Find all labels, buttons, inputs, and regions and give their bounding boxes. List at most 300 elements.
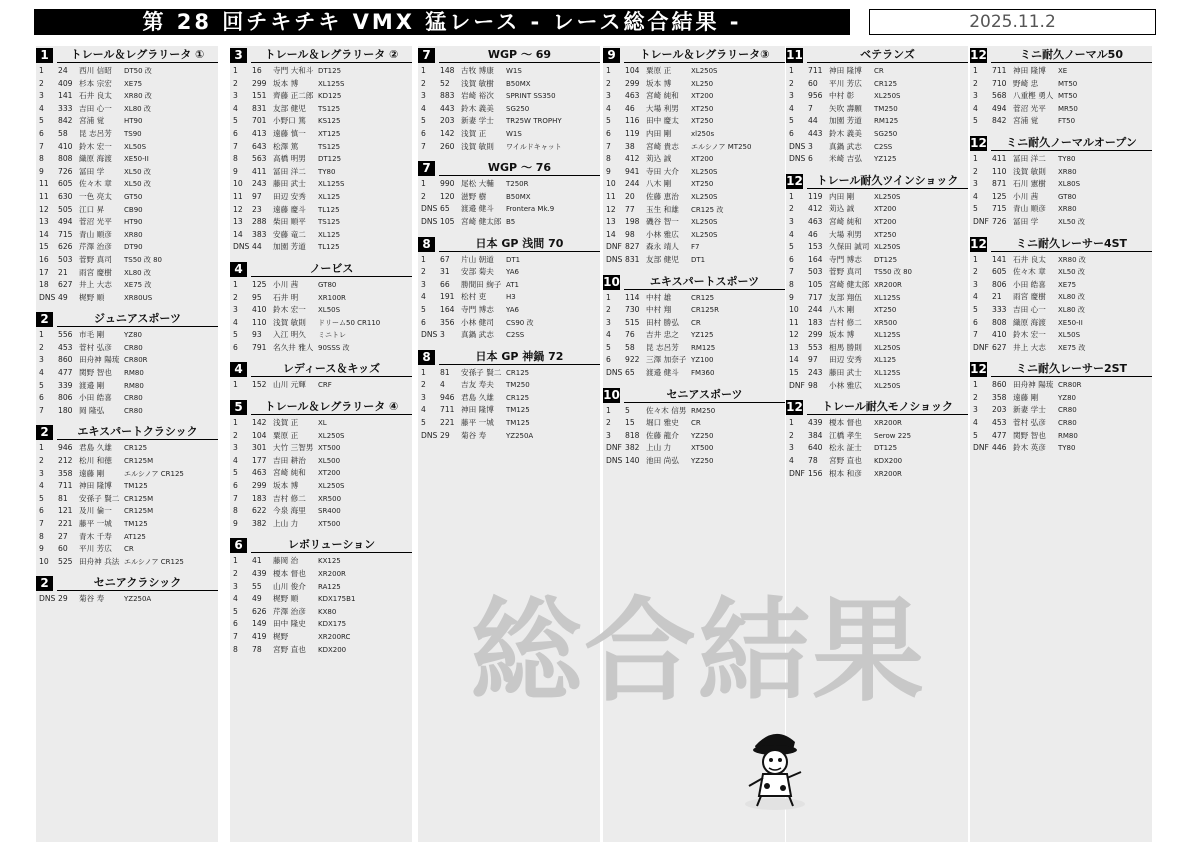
results-column-1	[36, 46, 218, 842]
rider-number: 333	[58, 103, 73, 113]
rider-number: 831	[252, 103, 267, 113]
result-row	[230, 644, 412, 657]
rider-number: 494	[992, 103, 1007, 113]
rider-name: 小田 皓喜	[1013, 279, 1046, 289]
rider-name: 吉友 寿夫	[461, 380, 494, 390]
result-row	[786, 329, 968, 342]
machine-model: GT80	[1058, 192, 1077, 201]
result-position: 1	[233, 556, 238, 566]
rider-name: 西川 信昭	[79, 66, 112, 75]
rider-number: 21	[58, 267, 68, 277]
result-row	[230, 480, 412, 493]
result-row	[970, 166, 1152, 179]
rider-number: 715	[58, 229, 73, 239]
machine-model: CR125	[691, 293, 715, 302]
rider-number: 177	[252, 455, 267, 465]
result-row	[418, 128, 600, 141]
results-list	[603, 65, 785, 267]
result-position: 7	[973, 330, 978, 340]
machine-model: YZ80	[124, 331, 142, 340]
machine-model: YZ250A	[506, 431, 534, 440]
category-header	[786, 398, 968, 415]
result-position: 3	[39, 468, 44, 478]
rider-number: 630	[58, 191, 73, 201]
machine-model: TL125	[318, 243, 340, 252]
result-row	[786, 468, 968, 481]
machine-model: ワイルドキャット	[506, 142, 562, 151]
rider-name: 片山 朝道	[461, 254, 494, 264]
rider-name: 昆 志呂芳	[646, 342, 679, 352]
rider-name: 坂本 博	[273, 481, 299, 491]
rider-number: 29	[58, 594, 68, 604]
rider-number: 38	[625, 141, 635, 151]
result-row	[230, 229, 412, 242]
result-position: 1	[421, 179, 426, 189]
category-title: トレール耐久モノショック	[807, 400, 968, 415]
rider-name: 中村 雄	[646, 292, 672, 302]
machine-model: SG250	[506, 104, 530, 113]
result-position: 10	[789, 305, 799, 315]
rider-number: 605	[992, 267, 1007, 277]
machine-model: YA6	[506, 305, 519, 314]
rider-name: 古牧 博康	[461, 66, 494, 75]
category-header	[230, 46, 412, 63]
rider-name: 今泉 海里	[273, 506, 306, 516]
rider-number: 41	[252, 556, 262, 566]
rider-number: 5	[625, 405, 630, 415]
result-position: 12	[789, 330, 799, 340]
result-position: 9	[39, 544, 44, 554]
rider-number: 494	[58, 217, 73, 227]
rider-name: 鈴木 宏一	[1013, 330, 1046, 340]
rider-number: 827	[625, 242, 640, 252]
result-row	[36, 90, 218, 103]
result-position: 2	[421, 78, 426, 88]
rider-name: 神田 隆博	[1013, 66, 1046, 75]
result-row	[36, 292, 218, 305]
machine-model: XR500	[874, 318, 898, 327]
rider-number: 97	[252, 191, 262, 201]
rider-number: 81	[440, 367, 450, 377]
result-row	[418, 430, 600, 443]
result-row	[230, 216, 412, 229]
result-position: 2	[973, 78, 978, 88]
rider-name: 宮浦 覚	[1013, 116, 1039, 126]
machine-model: XE75 改	[1058, 343, 1086, 352]
result-row	[786, 78, 968, 91]
result-position: DNS	[606, 368, 623, 378]
result-position: 3	[973, 91, 978, 101]
result-position: 4	[789, 103, 794, 113]
machine-model: CR125	[124, 444, 148, 453]
result-row	[418, 78, 600, 91]
result-position: 5	[39, 380, 44, 390]
category-title: トレール＆レグラリータ③	[624, 48, 785, 63]
machine-model: CB90	[124, 205, 143, 214]
machine-model: TY80	[1058, 154, 1076, 163]
results-list	[36, 593, 218, 606]
machine-model: TM250	[506, 381, 530, 390]
rider-name: 浅賀 敏則	[1013, 166, 1046, 176]
result-position: 6	[233, 128, 238, 138]
results-list	[970, 254, 1152, 355]
result-position: 3	[233, 91, 238, 101]
rider-number: 6	[808, 154, 813, 164]
rider-name: 菅野 真司	[829, 267, 862, 277]
machine-model: B5	[506, 217, 516, 226]
rider-name: 磯谷 智一	[646, 217, 679, 227]
result-row	[603, 90, 785, 103]
rider-name: 小野口 篤	[273, 116, 306, 126]
machine-model: XL50 改	[124, 180, 151, 189]
rider-name: 冨田 学	[79, 166, 105, 176]
result-position: DNS	[421, 216, 438, 226]
rider-name: 井上 大志	[79, 280, 112, 290]
result-row	[36, 354, 218, 367]
result-row	[230, 467, 412, 480]
rider-number: 44	[808, 116, 818, 126]
rider-name: 藤田 武士	[273, 179, 306, 189]
result-position: 4	[606, 103, 611, 113]
rider-number: 151	[252, 91, 267, 101]
result-position: 6	[421, 317, 426, 327]
result-row	[230, 593, 412, 606]
result-position: 5	[789, 116, 794, 126]
result-position: 4	[233, 317, 238, 327]
rider-name: 冨田 洋二	[1013, 153, 1046, 163]
rider-number: 60	[808, 78, 818, 88]
rider-name: 佐々木 章	[79, 179, 112, 189]
machine-model: XL250	[691, 79, 714, 88]
rider-name: 三澤 加奈子	[646, 355, 687, 365]
result-row	[418, 141, 600, 154]
result-row	[786, 128, 968, 141]
result-position: 3	[233, 581, 238, 591]
rider-name: 粟原 正	[273, 430, 299, 440]
machine-model: DT1	[691, 255, 706, 264]
result-position: 4	[233, 455, 238, 465]
category-title: ミニ耐久レーサー4ST	[991, 237, 1152, 252]
result-row	[36, 493, 218, 506]
rider-number: 505	[58, 204, 73, 214]
rider-number: 142	[252, 418, 267, 428]
category-number: 9	[603, 48, 620, 63]
result-position: 3	[606, 91, 611, 101]
rider-name: 入江 明久	[273, 330, 306, 340]
result-row	[36, 216, 218, 229]
machine-model: XL250S	[691, 167, 718, 176]
result-row	[36, 531, 218, 544]
result-position: 4	[39, 481, 44, 491]
results-list	[603, 405, 785, 468]
rider-name: 安孫子 賢二	[79, 493, 120, 503]
machine-model: DT1	[506, 255, 521, 264]
result-position: 9	[39, 166, 44, 176]
rider-name: 田舟神 陽琉	[79, 355, 120, 365]
result-row	[603, 317, 785, 330]
result-row	[970, 417, 1152, 430]
result-position: 1	[233, 418, 238, 428]
rider-name: 米崎 吉弘	[829, 154, 862, 164]
rider-number: 95	[252, 292, 262, 302]
result-position: 13	[233, 217, 243, 227]
result-position: 1	[421, 367, 426, 377]
machine-model: XT200	[874, 217, 897, 226]
result-row	[603, 103, 785, 116]
result-row	[36, 267, 218, 280]
rider-number: 411	[992, 153, 1007, 163]
rider-number: 198	[625, 217, 640, 227]
machine-model: C2SS	[874, 142, 893, 151]
machine-model: Serow 225	[874, 431, 912, 440]
machine-model: TL125	[318, 205, 340, 214]
rider-name: 吉村 修二	[829, 317, 862, 327]
machine-model: SR400	[318, 507, 341, 516]
result-row	[418, 65, 600, 78]
result-row	[230, 430, 412, 443]
result-position: 3	[606, 317, 611, 327]
machine-model: RM125	[874, 117, 899, 126]
result-position: 5	[233, 330, 238, 340]
machine-model: XT250	[691, 180, 714, 189]
rider-name: 松川 和徳	[79, 456, 112, 466]
rider-number: 626	[252, 606, 267, 616]
rider-name: 関野 智也	[79, 368, 112, 378]
result-position: 1	[421, 66, 426, 75]
result-position: 5	[421, 304, 426, 314]
result-position: 1	[421, 254, 426, 264]
machine-model: T250R	[506, 180, 529, 189]
result-position: DNS	[789, 141, 806, 151]
result-position: 1	[233, 279, 238, 289]
category-number: 7	[418, 48, 435, 63]
category-number: 7	[418, 161, 435, 176]
result-position: 1	[233, 380, 238, 390]
rider-number: 525	[58, 556, 73, 566]
result-row	[230, 304, 412, 317]
results-list	[970, 153, 1152, 229]
result-row	[970, 103, 1152, 116]
rider-name: 君島 久雄	[461, 392, 494, 402]
rider-name: 関野 智也	[1013, 430, 1046, 440]
machine-model: XT250	[691, 104, 714, 113]
category-title: レディース＆キッズ	[251, 362, 412, 377]
result-row	[970, 90, 1152, 103]
result-position: 7	[606, 141, 611, 151]
rider-number: 152	[252, 380, 267, 390]
rider-number: 871	[992, 179, 1007, 189]
machine-model: DT125	[874, 444, 898, 453]
rider-name: 神田 隆博	[829, 66, 862, 75]
machine-model: XL125S	[874, 293, 901, 302]
rider-name: 杉本 宗宏	[79, 78, 112, 88]
rider-number: 503	[58, 254, 73, 264]
rider-number: 477	[992, 430, 1007, 440]
machine-model: XL250S	[691, 67, 718, 75]
rider-number: 110	[252, 317, 267, 327]
rider-number: 49	[252, 594, 262, 604]
rider-number: 384	[808, 430, 823, 440]
rider-name: 粟原 正	[646, 66, 672, 75]
machine-model: XT200	[691, 155, 714, 164]
rider-number: 125	[252, 279, 267, 289]
result-position: 5	[973, 430, 978, 440]
rider-number: 121	[58, 506, 73, 516]
category-number: 6	[230, 538, 247, 553]
result-position: 4	[421, 292, 426, 302]
result-position: 11	[39, 191, 49, 201]
result-position: 14	[789, 355, 799, 365]
result-position: 10	[39, 556, 49, 566]
rider-name: 上山 力	[646, 443, 672, 453]
rider-number: 643	[252, 141, 267, 151]
result-row	[970, 392, 1152, 405]
rider-number: 3	[808, 141, 813, 151]
result-row	[230, 581, 412, 594]
category-number: 10	[603, 274, 620, 289]
rider-name: 江口 昇	[79, 204, 105, 214]
result-row	[786, 455, 968, 468]
rider-number: 477	[58, 368, 73, 378]
rider-number: 93	[252, 330, 262, 340]
machine-model: KD125	[318, 92, 342, 101]
result-row	[230, 568, 412, 581]
result-row	[786, 203, 968, 216]
rider-number: 941	[625, 166, 640, 176]
rider-name: 苅込 誠	[646, 154, 672, 164]
rider-name: 雨宮 慶樹	[79, 267, 112, 277]
rider-number: 81	[58, 493, 68, 503]
rider-name: 森永 靖人	[646, 242, 679, 252]
result-row	[786, 229, 968, 242]
machine-model: XL250S	[691, 230, 718, 239]
rider-number: 358	[992, 392, 1007, 402]
result-row	[36, 103, 218, 116]
result-position: DNF	[789, 380, 805, 390]
machine-model: CR	[124, 545, 134, 554]
rider-name: 苅込 誠	[829, 204, 855, 214]
result-position: DNS	[789, 154, 806, 164]
result-position: 3	[421, 279, 426, 289]
result-position: 1	[973, 153, 978, 163]
rider-number: 299	[252, 481, 267, 491]
rider-name: 君島 久雄	[79, 443, 112, 453]
result-row	[36, 405, 218, 418]
rider-name: 上山 力	[273, 518, 299, 528]
rider-number: 142	[440, 128, 455, 138]
result-position: 14	[39, 229, 49, 239]
result-row	[418, 417, 600, 430]
machine-model: CR125M	[124, 457, 154, 466]
result-row	[230, 379, 412, 392]
result-position: 2	[39, 456, 44, 466]
rider-name: 遠藤 剛	[1013, 392, 1039, 402]
result-row	[418, 216, 600, 229]
rider-number: 333	[992, 304, 1007, 314]
rider-number: 413	[252, 128, 267, 138]
machine-model: RM80	[1058, 431, 1078, 440]
rider-name: 藤平 一城	[461, 418, 494, 428]
result-row	[970, 153, 1152, 166]
machine-model: 90SSS 改	[318, 343, 350, 352]
result-row	[418, 404, 600, 417]
result-position: 13	[606, 217, 616, 227]
result-row	[418, 254, 600, 267]
rider-number: 922	[625, 355, 640, 365]
rider-name: 寺田 大介	[646, 166, 679, 176]
result-row	[36, 480, 218, 493]
result-row	[230, 505, 412, 518]
rider-number: 453	[58, 342, 73, 352]
result-position: 4	[233, 594, 238, 604]
result-row	[603, 417, 785, 430]
result-position: 2	[973, 267, 978, 277]
machine-model: KX125	[318, 557, 341, 566]
rider-name: 久保田 誠司	[829, 242, 870, 252]
rider-name: 吉井 忠之	[646, 330, 679, 340]
rider-number: 382	[252, 518, 267, 528]
results-list	[230, 417, 412, 530]
rider-number: 627	[58, 280, 73, 290]
rider-number: 114	[625, 292, 640, 302]
result-row	[603, 178, 785, 191]
rider-number: 141	[58, 91, 73, 101]
result-row	[970, 279, 1152, 292]
machine-model: ミニトレ	[318, 331, 346, 340]
rider-name: 田中 隆史	[273, 619, 306, 629]
result-position: 4	[789, 456, 794, 466]
result-position: 1	[789, 66, 794, 75]
rider-number: 105	[440, 216, 455, 226]
results-list	[786, 65, 968, 166]
result-position: 8	[606, 154, 611, 164]
result-row	[230, 342, 412, 355]
rider-number: 31	[440, 267, 450, 277]
result-row	[786, 342, 968, 355]
result-position: 11	[606, 191, 616, 201]
machine-model: XE	[1058, 67, 1068, 75]
result-position: 3	[973, 179, 978, 189]
category-title: ミニ耐久ノーマルオープン	[991, 136, 1152, 151]
rider-name: 石川 憲樹	[1013, 179, 1046, 189]
category-title: ジュニアスポーツ	[57, 312, 218, 327]
results-list	[418, 254, 600, 342]
machine-model: YZ250	[691, 431, 714, 440]
result-row	[418, 90, 600, 103]
machine-model: エルシノア MT250	[691, 142, 752, 151]
machine-model: CR80	[1058, 406, 1077, 415]
rider-number: 831	[625, 254, 640, 264]
result-position: DNS	[421, 330, 438, 340]
category-number: 8	[418, 237, 435, 252]
machine-model: エルシノア CR125	[124, 469, 184, 478]
result-position: 7	[39, 141, 44, 151]
machine-model: XL50S	[124, 142, 147, 151]
rider-number: 946	[58, 443, 73, 453]
rider-name: 勝間田 絢子	[461, 279, 502, 289]
result-position: 5	[39, 493, 44, 503]
rider-name: 宮浦 覚	[79, 116, 105, 126]
result-position: 2	[606, 305, 611, 315]
rider-number: 568	[992, 91, 1007, 101]
result-position: DNF	[606, 443, 622, 453]
result-row	[603, 254, 785, 267]
machine-model: CR125	[506, 393, 530, 402]
rider-number: 183	[252, 493, 267, 503]
result-position: 14	[233, 229, 243, 239]
rider-number: 419	[252, 631, 267, 641]
machine-model: TS50 改 80	[124, 255, 162, 264]
